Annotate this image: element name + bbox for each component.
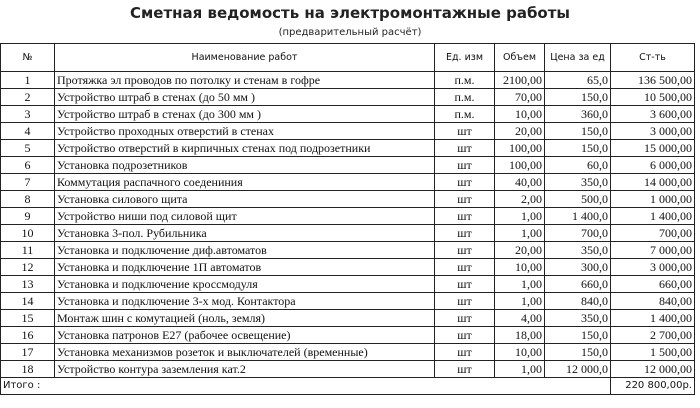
cell-name: Установка силового щита <box>55 191 435 208</box>
cell-sum: 700,00 <box>611 225 695 242</box>
cell-name: Устройство ниши под силовой щит <box>55 208 435 225</box>
cell-num: 11 <box>1 242 55 259</box>
table-row <box>1 361 695 378</box>
cell-name: Монтаж шин с комутацией (ноль, земля) <box>55 310 435 327</box>
cell-sum: 3 000,00 <box>611 123 695 140</box>
cell-name: Устройство контура заземления кат.2 <box>55 361 435 378</box>
cell-num: 2 <box>1 89 55 106</box>
cell-sum: 3 000,00 <box>611 259 695 276</box>
cell-unit: шт <box>435 157 495 174</box>
cell-unit: шт <box>435 259 495 276</box>
table-row <box>1 106 695 123</box>
table-row <box>1 259 695 276</box>
cell-num: 7 <box>1 174 55 191</box>
cell-unit: шт <box>435 293 495 310</box>
table-row <box>1 276 695 293</box>
cell-name: Установка подрозетников <box>55 157 435 174</box>
cell-num: 14 <box>1 293 55 310</box>
cell-num: 16 <box>1 327 55 344</box>
table-body <box>1 72 695 378</box>
cell-unit: шт <box>435 310 495 327</box>
cell-name: Устройство проходных отверстий в стенах <box>55 123 435 140</box>
cell-num: 5 <box>1 140 55 157</box>
cell-name: Установка механизмов розеток и выключателей (временные) <box>55 344 435 361</box>
cell-unit: шт <box>435 140 495 157</box>
cell-qty: 10,00 <box>495 344 545 361</box>
table-row <box>1 310 695 327</box>
table-row <box>1 174 695 191</box>
cell-num: 6 <box>1 157 55 174</box>
cell-unit: шт <box>435 225 495 242</box>
cell-price: 840,0 <box>545 293 611 310</box>
cell-qty: 10,00 <box>495 259 545 276</box>
table-row <box>1 225 695 242</box>
cell-sum: 660,00 <box>611 276 695 293</box>
column-header-unit: Ед. изм <box>435 44 495 72</box>
cell-unit: шт <box>435 208 495 225</box>
cell-name: Установка и подключение диф.автоматов <box>55 242 435 259</box>
cell-num: 3 <box>1 106 55 123</box>
table-row <box>1 140 695 157</box>
cell-qty: 10,00 <box>495 106 545 123</box>
cell-qty: 70,00 <box>495 89 545 106</box>
table-row <box>1 344 695 361</box>
cell-sum: 136 500,00 <box>611 72 695 89</box>
cell-name: Установка и подключение 1П автоматов <box>55 259 435 276</box>
cell-price: 60,0 <box>545 157 611 174</box>
cell-price: 150,0 <box>545 327 611 344</box>
table-row <box>1 123 695 140</box>
cell-name: Установка и подключение 3-х мод. Контактора <box>55 293 435 310</box>
cell-price: 150,0 <box>545 140 611 157</box>
cell-price: 150,0 <box>545 123 611 140</box>
cell-qty: 18,00 <box>495 327 545 344</box>
column-header-price: Цена за ед <box>545 44 611 72</box>
table-header-row <box>1 44 695 72</box>
total-label: Итого : <box>1 378 55 395</box>
column-header-num: № <box>1 44 55 72</box>
cell-price: 350,0 <box>545 310 611 327</box>
cell-sum: 14 000,00 <box>611 174 695 191</box>
cell-sum: 15 000,00 <box>611 140 695 157</box>
cell-num: 12 <box>1 259 55 276</box>
cell-name: Установка и подключение кроссмодуля <box>55 276 435 293</box>
cell-sum: 1 500,00 <box>611 344 695 361</box>
document-subtitle: (предварительный расчёт) <box>278 27 422 38</box>
cell-price: 300,0 <box>545 259 611 276</box>
table-row <box>1 191 695 208</box>
cell-name: Устройство отверстий в кирпичных стенах под подрозетники <box>55 140 435 157</box>
cell-num: 17 <box>1 344 55 361</box>
column-header-qty: Объем <box>495 44 545 72</box>
cell-unit: шт <box>435 123 495 140</box>
cell-qty: 20,00 <box>495 242 545 259</box>
table-row <box>1 242 695 259</box>
column-header-name: Наименование работ <box>55 44 435 72</box>
total-row <box>1 378 695 395</box>
column-header-sum: Ст-ть <box>611 44 695 72</box>
cell-sum: 3 600,00 <box>611 106 695 123</box>
cell-price: 150,0 <box>545 89 611 106</box>
cell-unit: шт <box>435 191 495 208</box>
cell-unit: шт <box>435 361 495 378</box>
cell-num: 10 <box>1 225 55 242</box>
cell-sum: 1 400,00 <box>611 310 695 327</box>
cell-sum: 840,00 <box>611 293 695 310</box>
cell-unit: п.м. <box>435 106 495 123</box>
cell-qty: 1,00 <box>495 276 545 293</box>
cell-price: 12 000,0 <box>545 361 611 378</box>
cell-qty: 20,00 <box>495 123 545 140</box>
cell-unit: п.м. <box>435 72 495 89</box>
cell-unit: шт <box>435 327 495 344</box>
cell-name: Устройство штраб в стенах (до 300 мм ) <box>55 106 435 123</box>
estimate-table <box>0 43 695 395</box>
cell-qty: 2,00 <box>495 191 545 208</box>
table-row <box>1 208 695 225</box>
cell-qty: 100,00 <box>495 157 545 174</box>
cell-qty: 2100,00 <box>495 72 545 89</box>
cell-price: 500,0 <box>545 191 611 208</box>
cell-qty: 1,00 <box>495 361 545 378</box>
cell-sum: 2 700,00 <box>611 327 695 344</box>
cell-sum: 12 000,00 <box>611 361 695 378</box>
cell-price: 350,0 <box>545 242 611 259</box>
cell-sum: 7 000,00 <box>611 242 695 259</box>
cell-sum: 6 000,00 <box>611 157 695 174</box>
cell-unit: шт <box>435 276 495 293</box>
cell-num: 9 <box>1 208 55 225</box>
cell-qty: 100,00 <box>495 140 545 157</box>
document-title: Сметная ведомость на электромонтажные работы <box>130 4 570 22</box>
table-row <box>1 293 695 310</box>
cell-price: 1 400,0 <box>545 208 611 225</box>
cell-num: 8 <box>1 191 55 208</box>
cell-price: 350,0 <box>545 174 611 191</box>
table-row <box>1 157 695 174</box>
cell-unit: шт <box>435 174 495 191</box>
cell-unit: шт <box>435 344 495 361</box>
cell-price: 150,0 <box>545 344 611 361</box>
cell-price: 360,0 <box>545 106 611 123</box>
cell-name: Коммутация распачного соедениния <box>55 174 435 191</box>
cell-name: Установка патронов Е27 (рабочее освещение) <box>55 327 435 344</box>
cell-unit: шт <box>435 242 495 259</box>
cell-num: 18 <box>1 361 55 378</box>
cell-qty: 1,00 <box>495 208 545 225</box>
cell-qty: 1,00 <box>495 293 545 310</box>
table-row <box>1 89 695 106</box>
cell-qty: 40,00 <box>495 174 545 191</box>
table-row <box>1 72 695 89</box>
cell-num: 15 <box>1 310 55 327</box>
cell-num: 13 <box>1 276 55 293</box>
cell-price: 65,0 <box>545 72 611 89</box>
cell-qty: 4,00 <box>495 310 545 327</box>
cell-sum: 1 400,00 <box>611 208 695 225</box>
table-row <box>1 327 695 344</box>
cell-qty: 1,00 <box>495 225 545 242</box>
cell-name: Установка 3-пол. Рубильника <box>55 225 435 242</box>
cell-unit: п.м. <box>435 89 495 106</box>
cell-name: Устройство штраб в стенах (до 50 мм ) <box>55 89 435 106</box>
cell-sum: 10 500,00 <box>611 89 695 106</box>
cell-price: 660,0 <box>545 276 611 293</box>
cell-num: 1 <box>1 72 55 89</box>
cell-sum: 1 000,00 <box>611 191 695 208</box>
cell-price: 700,0 <box>545 225 611 242</box>
cell-num: 4 <box>1 123 55 140</box>
cell-name: Протяжка эл проводов по потолку и стенам в гофре <box>55 72 435 89</box>
total-value: 220 800,00р. <box>611 378 695 395</box>
